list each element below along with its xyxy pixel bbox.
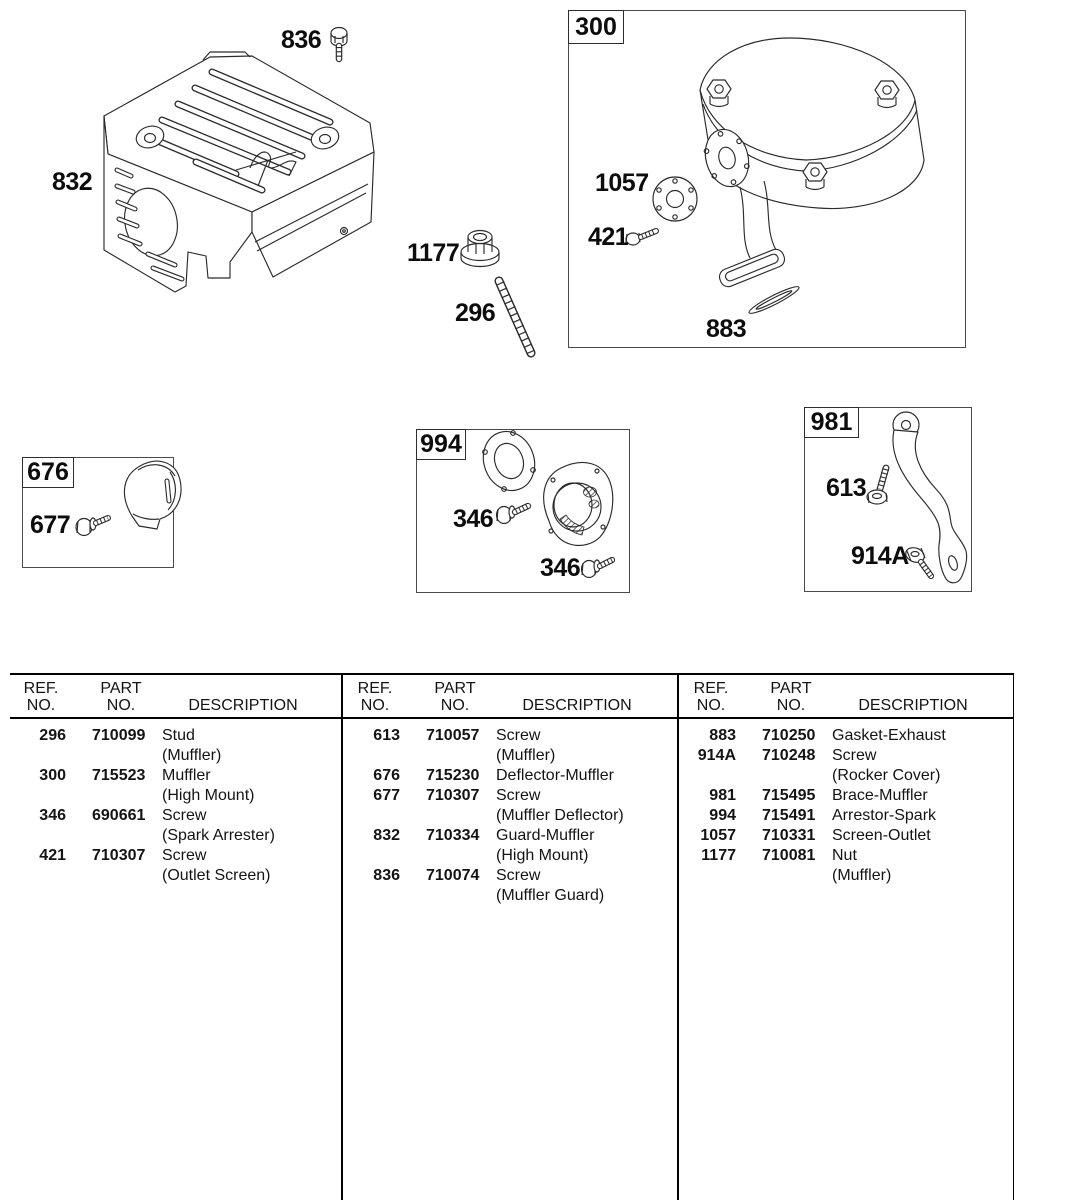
- ref-no-header: REF. NO.: [357, 680, 393, 714]
- callout-1177: 1177: [407, 239, 460, 267]
- table-row: 994 715491 Arrestor-Spark: [709, 807, 937, 824]
- flange-nut-icon: [461, 231, 499, 267]
- callout-346-b: 346: [540, 554, 581, 582]
- table-row-sub: (Muffler Deflector): [496, 807, 624, 824]
- table-section-1: [10, 726, 340, 886]
- part-no-header: PART NO.: [100, 680, 142, 714]
- callout-421: 421: [588, 223, 629, 251]
- outlet-screen-icon: [653, 177, 697, 221]
- callout-296: 296: [455, 299, 496, 327]
- ref-no-header: REF. NO.: [693, 680, 729, 714]
- pipe-foot-flange: [717, 247, 787, 289]
- table-row: 981 715495 Brace-Muffler: [709, 787, 928, 804]
- table-row: 676 715230 Deflector-Muffler: [373, 767, 614, 784]
- table-row-sub: (High Mount): [496, 847, 589, 864]
- table-row: 1057 710331 Screen-Outlet: [700, 827, 931, 844]
- callout-832: 832: [52, 168, 93, 196]
- table-row-sub: (Muffler): [162, 747, 222, 764]
- description-header: DESCRIPTION: [188, 697, 298, 714]
- table-row: 836 710074 Screw: [373, 867, 541, 884]
- table-row: 1177 710081 Nut: [701, 847, 857, 864]
- table-row: 300 715523 Muffler: [39, 767, 211, 784]
- callout-914a: 914A: [851, 542, 909, 570]
- parts-table: [10, 673, 1014, 1200]
- callout-836: 836: [281, 26, 322, 54]
- table-divider: [341, 675, 343, 1200]
- table-row-sub: (Muffler Guard): [496, 887, 605, 904]
- screw-346-icon: [582, 560, 613, 578]
- table-section-2: [344, 726, 674, 906]
- table-row-sub: (Muffler): [496, 747, 556, 764]
- group-label-994-text: 994: [420, 430, 462, 458]
- screw-677-icon: [76, 518, 108, 536]
- callout-613: 613: [826, 474, 867, 502]
- table-header-col3: [680, 680, 998, 714]
- description-header: DESCRIPTION: [858, 697, 968, 714]
- callout-677: 677: [30, 511, 71, 539]
- screw-346-icon: [497, 506, 529, 524]
- exhaust-gasket-icon: [747, 283, 801, 316]
- group-label-676-text: 676: [27, 458, 69, 486]
- table-row: 883 710250 Gasket-Exhaust: [709, 727, 946, 744]
- table-row: 832 710334 Guard-Muffler: [373, 827, 595, 844]
- stud-icon: [499, 281, 531, 353]
- table-divider: [677, 675, 679, 1200]
- screw-421-icon: [626, 231, 656, 245]
- table-header-col2: [344, 680, 662, 714]
- table-row-sub: (Outlet Screen): [162, 867, 271, 884]
- table-row: 613 710057 Screw: [373, 727, 541, 744]
- table-row-sub: (Rocker Cover): [832, 767, 941, 784]
- table-header-col1: [10, 680, 328, 714]
- muffler-deflector-icon: [124, 461, 181, 529]
- muffler-guard-drawing: [104, 52, 374, 292]
- table-row: 677 710307 Screw: [373, 787, 541, 804]
- part-no-header: PART NO.: [770, 680, 812, 714]
- screw-613-icon: [867, 468, 887, 504]
- description-header: DESCRIPTION: [522, 697, 632, 714]
- table-section-3: [680, 726, 1010, 886]
- table-row-sub: (Spark Arrester): [162, 827, 275, 844]
- table-row: 421 710307 Screw: [39, 847, 207, 864]
- arrestor-ring-flange: [475, 424, 543, 497]
- ref-no-header: REF. NO.: [23, 680, 59, 714]
- table-row: 346 690661 Screw: [39, 807, 207, 824]
- muffler-assembly-drawing: [699, 38, 924, 289]
- callout-1057: 1057: [595, 169, 649, 197]
- table-row-sub: (High Mount): [162, 787, 255, 804]
- table-row-sub: (Muffler): [832, 867, 892, 884]
- screw-836-icon: [331, 28, 347, 61]
- part-no-header: PART NO.: [434, 680, 476, 714]
- callout-346-a: 346: [453, 505, 494, 533]
- table-row: 296 710099 Stud: [39, 727, 195, 744]
- spark-arrestor-icon: [544, 463, 613, 546]
- group-label-300-text: 300: [575, 12, 617, 41]
- table-row: 914A 710248 Screw: [697, 747, 877, 764]
- callout-883: 883: [706, 315, 747, 343]
- table-header: [10, 675, 1013, 719]
- group-label-981-text: 981: [810, 408, 853, 436]
